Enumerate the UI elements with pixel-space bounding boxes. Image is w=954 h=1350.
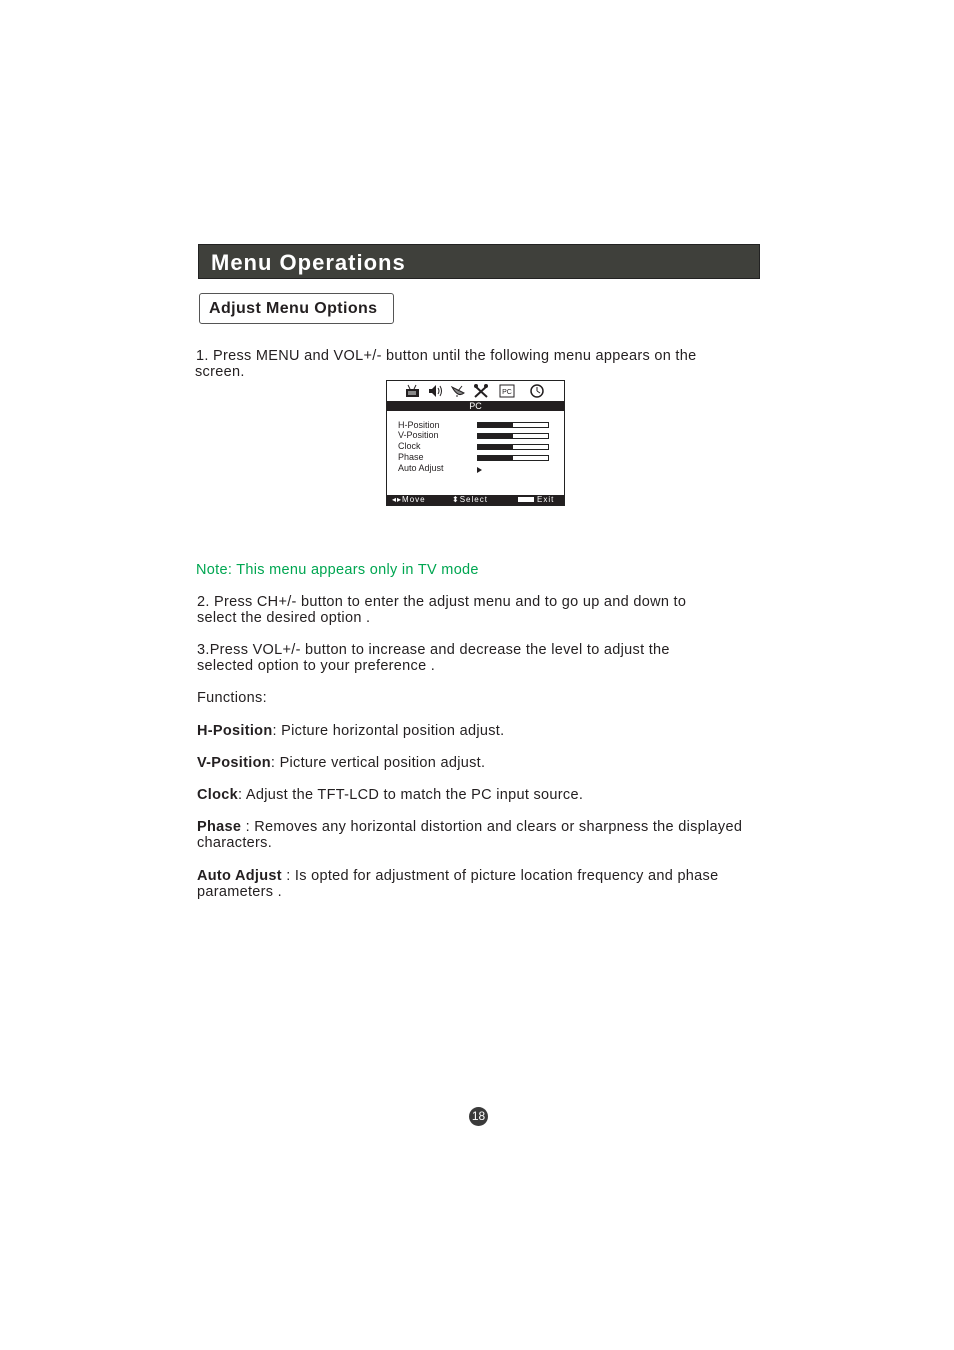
osd-footer-move xyxy=(392,495,426,505)
function-clock xyxy=(197,787,583,803)
function-term: V-Position xyxy=(197,755,271,771)
satellite-icon xyxy=(450,384,466,398)
note-text: Note: This menu appears only in TV mode xyxy=(196,562,479,578)
up-down-arrows-icon: ⬍ xyxy=(452,495,460,504)
function-term: Phase xyxy=(197,819,242,835)
step2-line2: select the desired option . xyxy=(197,610,371,626)
osd-footer-select-label: Select xyxy=(459,495,488,504)
osd-item-phase: Phase xyxy=(398,452,424,462)
osd-level-bar xyxy=(477,455,549,461)
osd-icon-row xyxy=(387,381,564,401)
function-phase-line2: characters. xyxy=(197,835,273,851)
osd-level-bar xyxy=(477,433,549,439)
function-auto-adjust xyxy=(197,868,718,884)
function-h-position xyxy=(197,723,504,739)
step2-line1: 2. Press CH+/- button to enter the adjust menu and to go up and down to xyxy=(197,594,687,610)
osd-item-v-position: V-Position xyxy=(398,430,439,440)
arrow-right-icon xyxy=(477,467,482,473)
osd-level-fill xyxy=(478,445,513,449)
osd-menu-illustration xyxy=(386,380,565,506)
subsection-title: Adjust Menu Options xyxy=(209,300,378,317)
osd-level-bar xyxy=(477,422,549,428)
step3-line2: selected option to your preference . xyxy=(197,658,436,674)
osd-footer-select xyxy=(452,495,488,505)
menu-key-icon xyxy=(518,497,534,502)
function-term: Auto Adjust xyxy=(197,868,282,884)
function-v-position xyxy=(197,755,485,771)
osd-level-fill xyxy=(478,434,513,438)
section-header-bar xyxy=(198,244,760,279)
function-desc: : Adjust the TFT-LCD to match the PC input source. xyxy=(238,787,584,803)
step3-line1: 3.Press VOL+/- button to increase and decrease the level to adjust the xyxy=(197,642,670,658)
osd-title: PC xyxy=(469,401,482,411)
osd-item-clock: Clock xyxy=(398,441,421,451)
osd-footer-exit-label: Exit xyxy=(537,495,555,504)
function-desc: : Removes any horizontal distortion and clears or sharpness the displayed xyxy=(241,819,743,835)
page-number: 18 xyxy=(469,1107,488,1126)
osd-footer-move-label: Move xyxy=(402,495,426,504)
osd-title-bar xyxy=(387,401,564,411)
function-phase xyxy=(197,819,742,835)
functions-label: Functions: xyxy=(197,690,267,706)
pc-badge-label: PC xyxy=(502,389,512,396)
osd-level-fill xyxy=(478,456,513,460)
function-auto-adjust-line2: parameters . xyxy=(197,884,282,900)
pc-icon xyxy=(499,384,515,398)
speaker-icon xyxy=(427,384,443,398)
left-right-arrows-icon: ◂▸ xyxy=(392,495,403,504)
osd-level-bar xyxy=(477,444,549,450)
function-term: Clock xyxy=(197,787,238,803)
function-desc: : Picture horizontal position adjust. xyxy=(272,723,505,739)
subsection-box xyxy=(199,293,394,324)
clock-icon xyxy=(529,384,545,398)
osd-level-fill xyxy=(478,423,513,427)
function-term: H-Position xyxy=(197,723,273,739)
function-desc: : Picture vertical position adjust. xyxy=(270,755,486,771)
osd-item-h-position: H-Position xyxy=(398,420,440,430)
osd-footer-exit xyxy=(518,495,554,505)
page-title: Menu Operations xyxy=(211,250,406,275)
osd-footer xyxy=(387,495,564,505)
osd-item-auto-adjust: Auto Adjust xyxy=(398,463,444,473)
tv-icon xyxy=(405,384,421,398)
tools-icon xyxy=(473,384,489,398)
step1-line1: 1. Press MENU and VOL+/- button until the following menu appears on the xyxy=(196,348,697,364)
function-desc: : Is opted for adjustment of picture location frequency and phase xyxy=(281,868,719,884)
step1-line2: screen. xyxy=(195,364,245,380)
